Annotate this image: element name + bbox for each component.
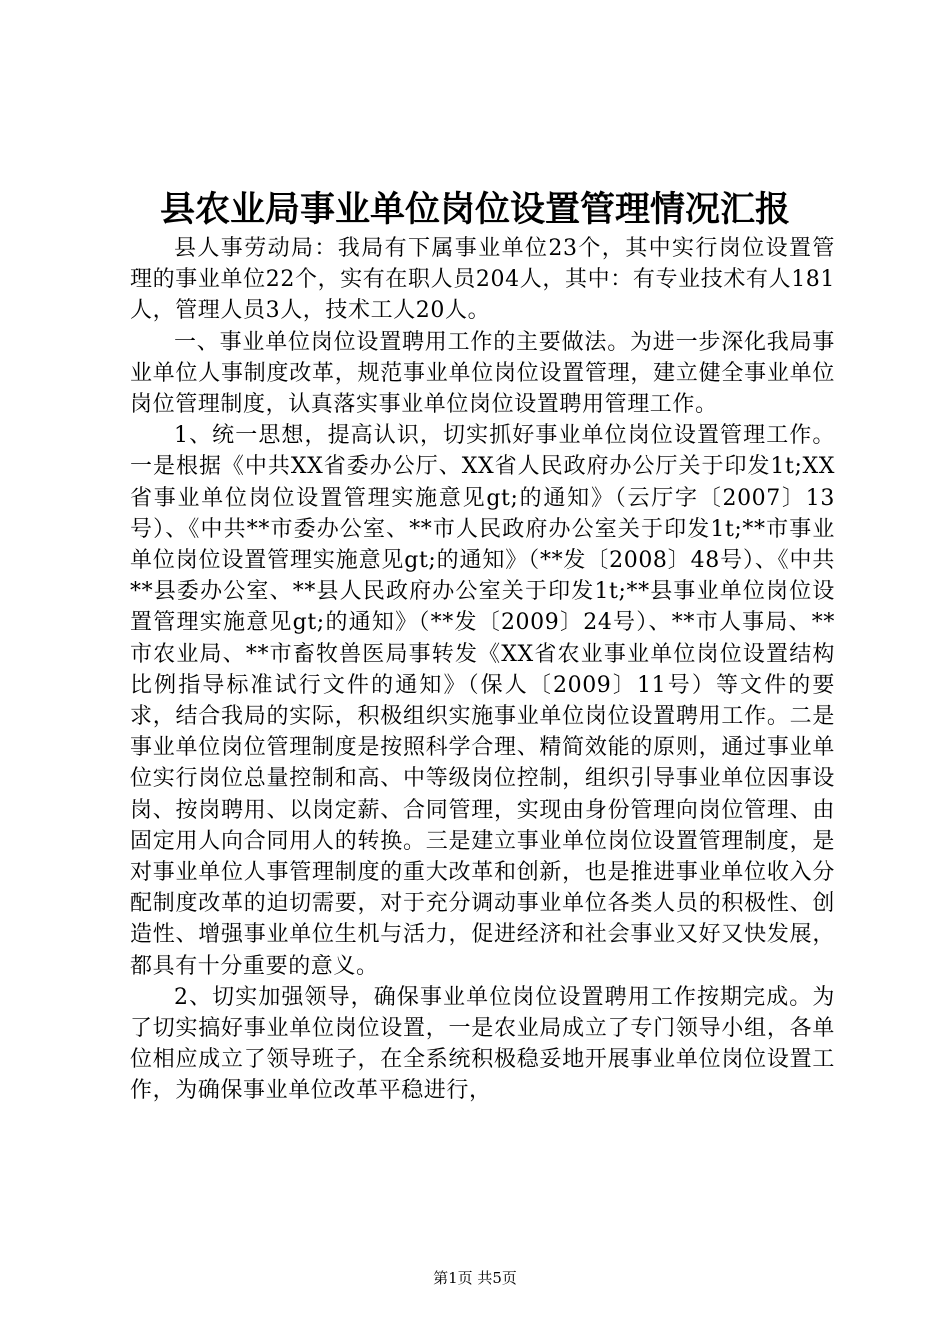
paragraph-item-one: 1、统一思想，提高认识，切实抓好事业单位岗位设置管理工作。一是根据《中共XX省委办公厅、XX省人民政府办公厅关于印发1t;XX省事业单位岗位设置管理实施意见gt;的通知》（云厅字〔2007〕13号）、《中共**市委办公室、**市人民政府办公室关于印发1t;**市事业单位岗位设置管理实施意见gt;的通知》（**发〔2008〕48号）、《中共**县委办公室、**县人民政府办公室关于印发1t;**县事业单位岗位设置管理实施意见gt;的通知》（**发〔2009〕24号）、**市人事局、**市农业局、**市畜牧兽医局事转发《XX省农业事业单位岗位设置结构比例指导标准试行文件的通知》（保人〔2009〕11号）等文件的要求，结合我局的实际，积极组织实施事业单位岗位设置聘用工作。二是事业单位岗位管理制度是按照科学合理、精简效能的原则，通过事业单位实行岗位总量控制和高、中等级岗位控制，组织引导事业单位因事设岗、按岗聘用、以岗定薪、合同管理，实现由身份管理向岗位管理、由固定用人向合同用人的转换。三是建立事业单位岗位设置管理制度，是对事业单位人事管理制度的重大改革和创新，也是推进事业单位收入分配制度改革的迫切需要，对于充分调动事业单位各类人员的积极性、创造性、增强事业单位生机与活力，促进经济和社会事业又好又快发展，都具有十分重要的意义。: [130, 423, 835, 979]
paragraph-section-one: 一、事业单位岗位设置聘用工作的主要做法。为进一步深化我局事业单位人事制度改革，规范事业单位岗位设置管理，建立健全事业单位岗位管理制度，认真落实事业单位岗位设置聘用管理工作。: [130, 329, 835, 418]
document-title: 县农业局事业单位岗位设置管理情况汇报: [159, 189, 790, 230]
paragraph-item-two: 2、切实加强领导，确保事业单位岗位设置聘用工作按期完成。为了切实搞好事业单位岗位设置，一是农业局成立了专门领导小组，各单位相应成立了领导班子，在全系统积极稳妥地开展事业单位岗位设置工作，为确保事业单位改革平稳进行，: [130, 984, 835, 1104]
page-footer: 第1页 共5页: [433, 1269, 517, 1287]
document-body: [130, 233, 835, 1107]
paragraph-intro: 县人事劳动局：我局有下属事业单位23个，其中实行岗位设置管理的事业单位22个，实有在职人员204人，其中：有专业技术有人181人，管理人员3人，技术工人20人。: [130, 236, 835, 324]
